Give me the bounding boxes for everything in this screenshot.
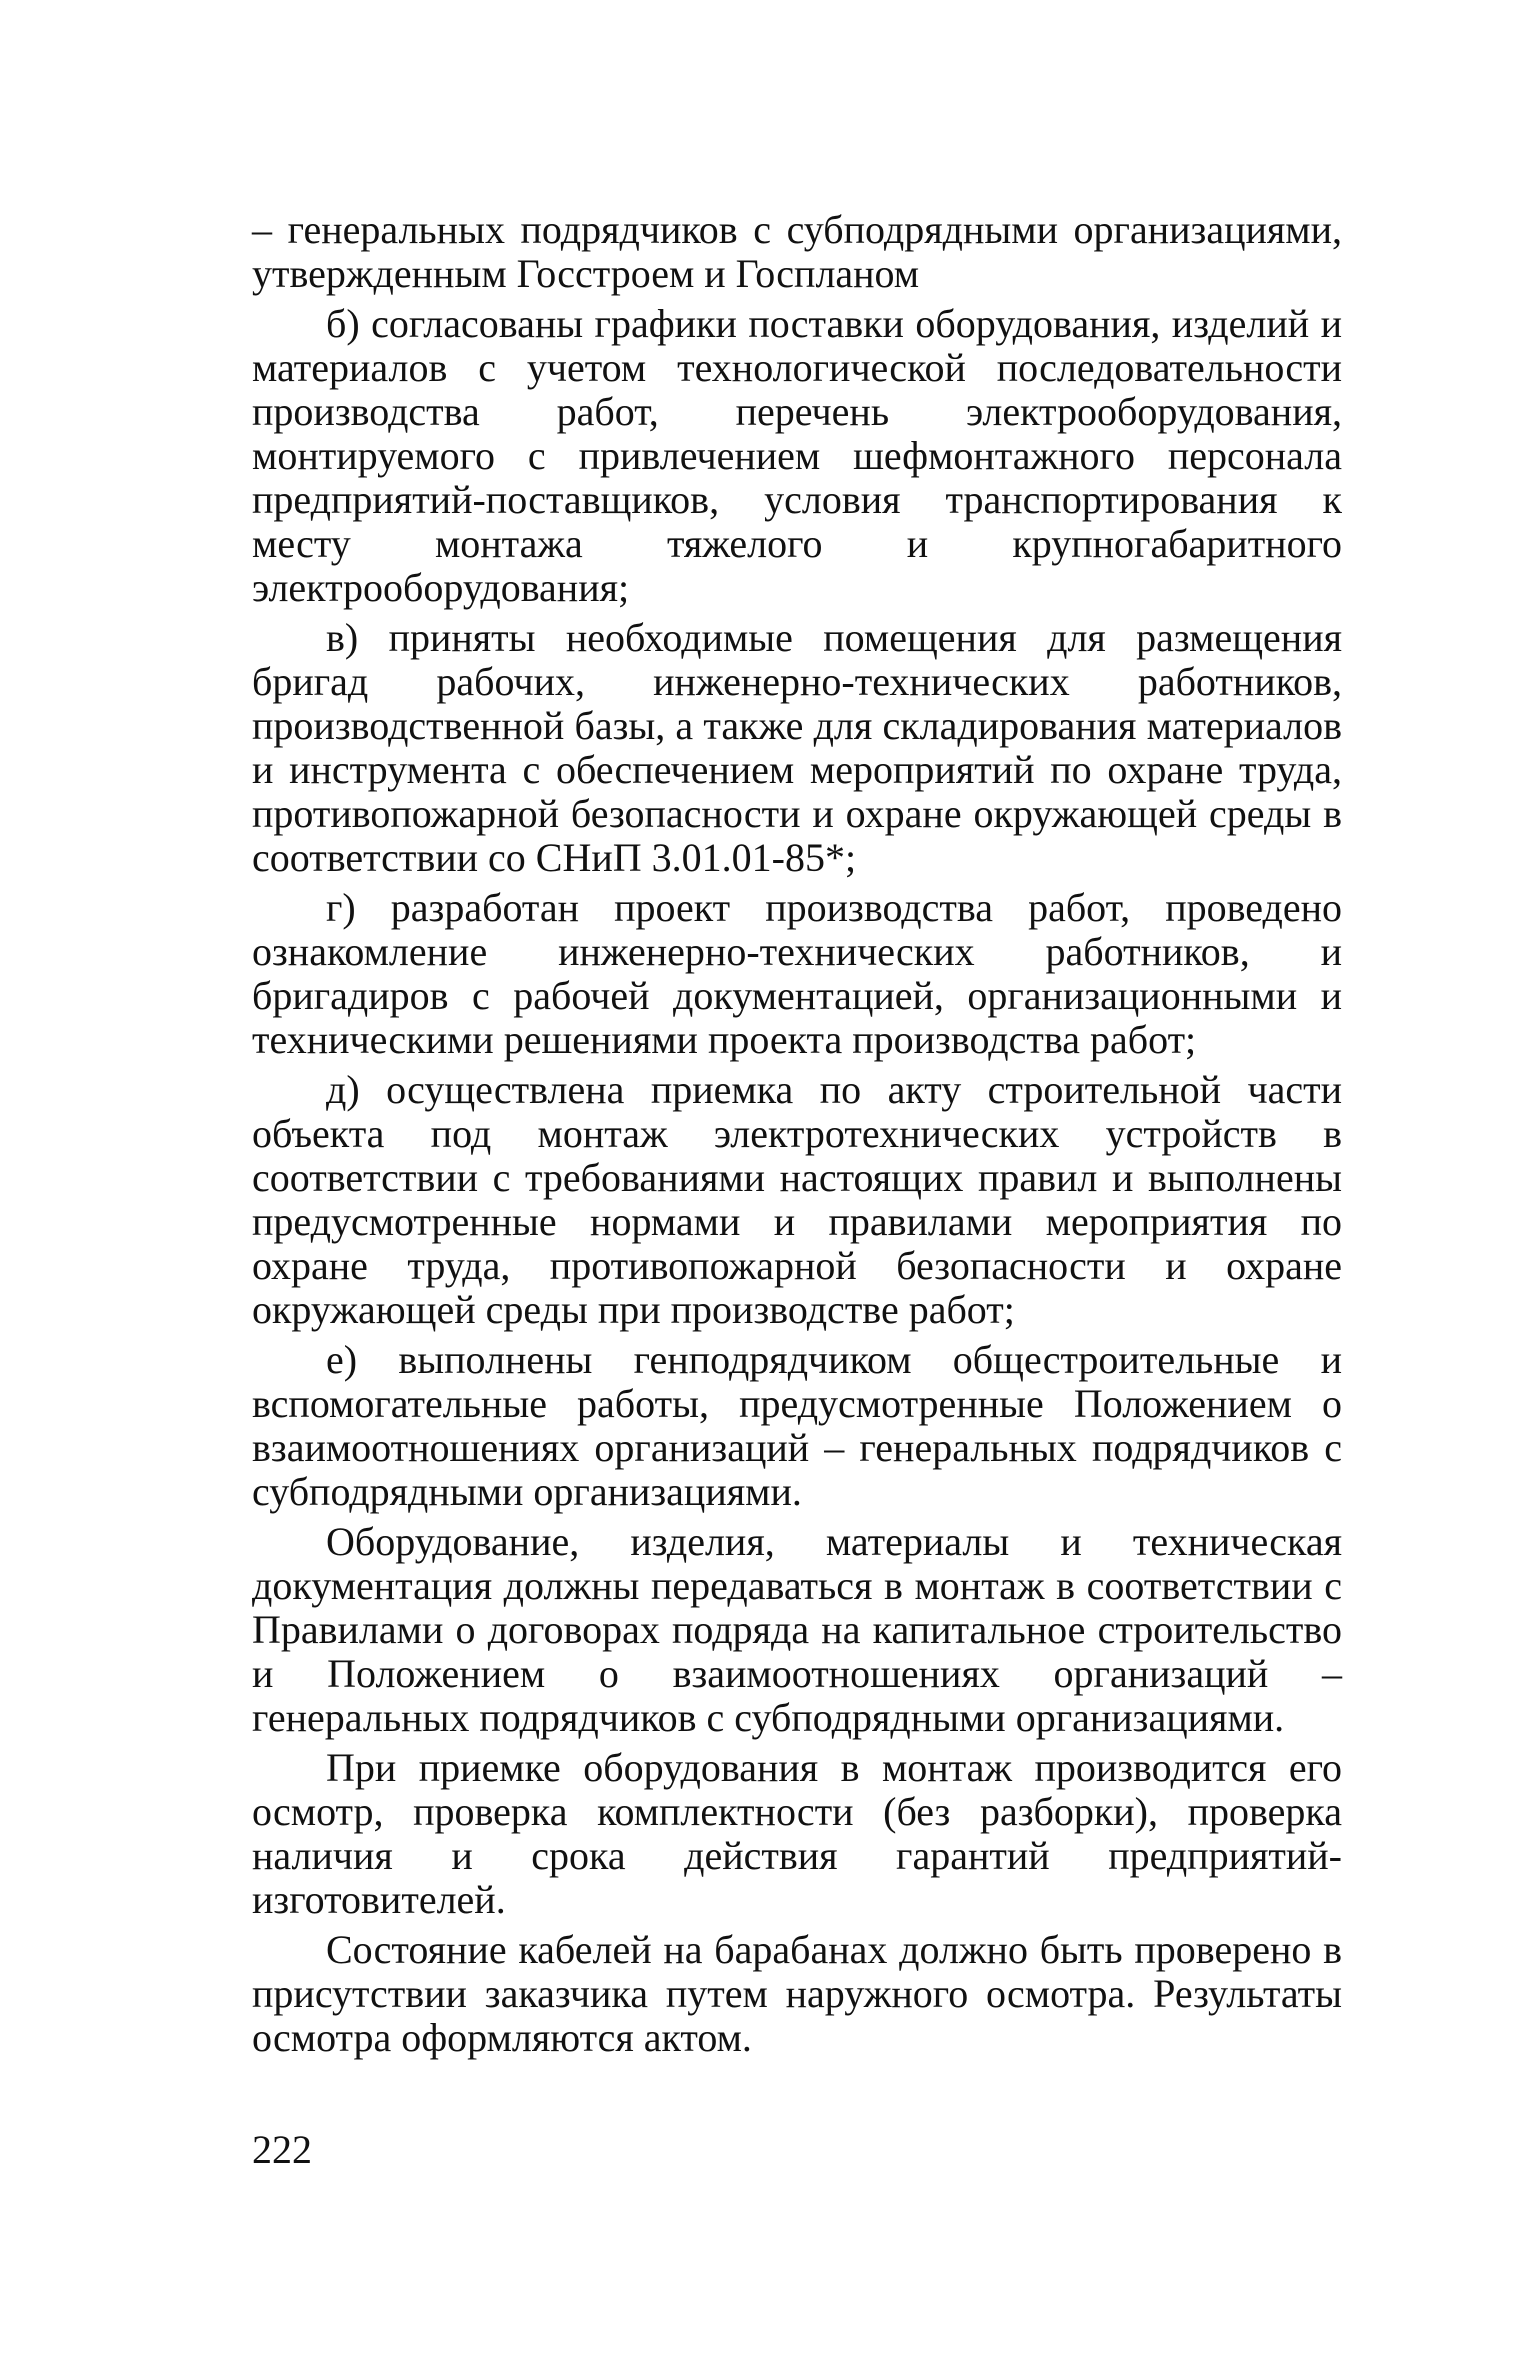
paragraph-continuation: – генеральных подрядчиков с субподрядными организациями, утвержденным Госстроем и Госпланом <box>252 207 1342 296</box>
paragraph-item-v: в) приняты необходимые помещения для размещения бригад рабочих, инженерно-технических работников, производственной базы, а также для складирования материалов и инструмента с обеспечением мероприятий по охране труда, противопожарной безопасности и охране окружающей среды в соответствии со СНиП 3.01.01-85*; <box>252 615 1342 880</box>
paragraph-cable-inspection: Состояние кабелей на барабанах должно быть проверено в присутствии заказчика путем наружного осмотра. Результаты осмотра оформляются актом. <box>252 1927 1342 2060</box>
body-text <box>252 208 1342 2066</box>
paragraph-item-d: д) осуществлена приемка по акту строительной части объекта под монтаж электротехнических устройств в соответствии с требованиями настоящих правил и выполнены предусмотренные нормами и правилами мероприятия по охране труда, противопожарной безопасности и охране окружающей среды при производстве работ; <box>252 1067 1342 1332</box>
paragraph-equipment-acceptance: При приемке оборудования в монтаж производится его осмотр, проверка комплектности (без разборки), проверка наличия и срока действия гарантий предприятий-изготовителей. <box>252 1745 1342 1922</box>
paragraph-equipment-transfer: Оборудование, изделия, материалы и техническая документация должны передаваться в монтаж в соответствии с Правилами о договорах подряда на капитальное строительство и Положением о взаимоотношениях организаций – генеральных подрядчиков с субподрядными организациями. <box>252 1519 1342 1740</box>
paragraph-item-g: г) разработан проект производства работ, проведено ознакомление инженерно-технических работников, и бригадиров с рабочей документацией, организационными и техническими решениями проекта производства работ; <box>252 885 1342 1062</box>
page-number: 222 <box>252 2127 312 2172</box>
paragraph-item-e: е) выполнены генподрядчиком общестроительные и вспомогательные работы, предусмотренные Положением о взаимоотношениях организаций – генеральных подрядчиков с субподрядными организациями. <box>252 1337 1342 1514</box>
paragraph-item-b: б) согласованы графики поставки оборудования, изделий и материалов с учетом технологической последовательности производства работ, перечень электрооборудования, монтируемого с привлечением шефмонтажного персонала предприятий-поставщиков, условия транспортирования к месту монтажа тяжелого и крупногабаритного электрооборудования; <box>252 301 1342 610</box>
